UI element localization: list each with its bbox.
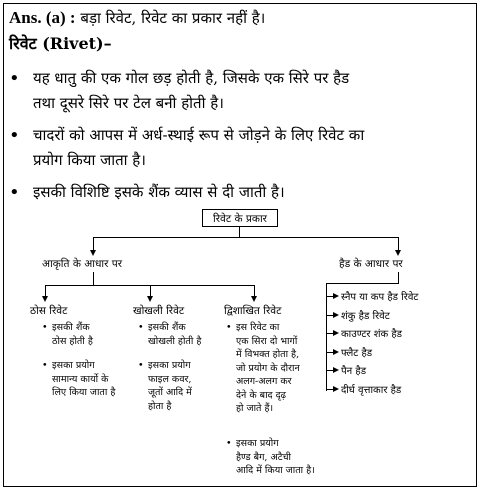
bifurcated-point-1-line: जो प्रयोग के दौरान: [236, 362, 300, 374]
bifurcated-point-1-line: हो जाते हैं।: [236, 403, 274, 414]
bifurcated-point-1-line: अलग-अलग कर: [236, 376, 292, 387]
arrow-head: [251, 296, 257, 302]
solid-rivet-title: ठोस रिवेट: [30, 305, 68, 317]
bifurcated-point-2-line: हैण्ड बैग, अटैची: [236, 451, 292, 463]
head-type-item: दीर्घ वृत्ताकार हैड: [341, 385, 402, 396]
solid-point-2: • इसका प्रयोग सामान्य कार्यो के लिए किया जाता है: [42, 360, 116, 398]
answer-text: बड़ा रिवेट, रिवेट का प्रकार नहीं है।: [80, 9, 266, 27]
hollow-point-1: • इसकी शैंक खोखली होती है: [138, 322, 202, 347]
arrow-head: [333, 349, 339, 355]
bullet-dot: •: [9, 68, 20, 89]
arrow-head: [333, 293, 339, 299]
solid-point-2-line: लिए किया जाता है: [52, 387, 116, 398]
hollow-point-1-line: खोखली होती है: [148, 335, 202, 347]
head-type-item: काउण्टर शंक हैड: [341, 329, 403, 340]
arrow-head: [333, 312, 339, 318]
root-box: रिवेट के प्रकार: [202, 209, 278, 227]
hollow-point-2-line: इसका प्रयोग: [148, 360, 191, 371]
answer-prefix: Ans. (a) :: [9, 8, 76, 27]
bullet-2-line-1: चादरों को आपस में अर्ध-स्थाई रूप से जोड़ने के लिए रिवेट का: [33, 126, 365, 144]
bifurcated-point-1-line: देने के बाद दृढ़: [236, 389, 286, 401]
bifurcated-point-1-line: इस रिवेट का: [236, 322, 280, 333]
solid-point-2-line: सामान्य कार्यो के: [52, 373, 109, 385]
shape-basis-label: आकृति के आधार पर: [42, 258, 123, 270]
bifurcated-point-1: • इस रिवेट का एक सिरा दो भागों में विभक्त होता है, जो प्रयोग के दौरान अलग-अलग कर देने के बाद दृढ़ हो जाते हैं।: [226, 322, 300, 414]
left-stem: [93, 272, 94, 286]
hollow-point-2-line: होता है: [148, 400, 172, 412]
solid-point-1-line: इसकी शैंक: [52, 322, 90, 333]
right-connector: [326, 283, 399, 284]
top-branch-line: [93, 237, 399, 238]
bullet-dot: •: [9, 182, 20, 203]
hollow-rivet-title: खोखली रिवेट: [133, 305, 185, 317]
arrow-head: [90, 250, 96, 256]
solid-point-1-line: ठोस होती है: [52, 335, 93, 347]
bifurcated-point-1-line: में विभक्त होता है,: [236, 349, 300, 360]
arrow-head: [333, 386, 339, 392]
solid-point-2-line: इसका प्रयोग: [52, 360, 95, 371]
bifurcated-point-2-line: इसका प्रयोग: [236, 438, 279, 449]
head-type-item: स्नैप या कप हैड रिवेट: [341, 292, 419, 303]
arrow-head: [333, 330, 339, 336]
head-type-item: शंकु हैड रिवेट: [341, 311, 390, 322]
arrow-head: [333, 367, 339, 373]
hollow-point-2-line: जूतों आदि में: [148, 387, 192, 398]
head-basis-label: हैड के आधार पर: [339, 258, 403, 270]
right-branch-drop: [398, 237, 399, 251]
left-branch-drop: [93, 237, 94, 251]
bifurcated-point-1-line: एक सिरा दो भागों: [236, 335, 298, 347]
arrow-head: [147, 296, 153, 302]
bifurcated-rivet-title: द्विशाखित रिवेट: [224, 305, 282, 317]
solid-point-1: • इसकी शैंक ठोस होती है: [42, 322, 93, 347]
bifurcated-point-2: • इसका प्रयोग हैण्ड बैग, अटैची आदि में किया जाता है।: [226, 438, 315, 476]
answer-line: [9, 8, 265, 28]
bullet-1-line-2: तथा दूसरे सिरे पर टेल बनी होती है।: [33, 94, 224, 112]
hollow-point-1-line: इसकी शैंक: [148, 322, 186, 333]
bullet-3-line-1: इसकी विशिष्टि इसके शैंक व्यास से दी जाती है।: [33, 183, 285, 201]
head-type-item: पैन हैड: [341, 366, 367, 377]
bullet-2-line-2: प्रयोग किया जाता है।: [33, 151, 146, 169]
arrow-head: [42, 296, 48, 302]
section-heading: रिवेट (Rivet)–: [9, 34, 112, 53]
arrow-head: [395, 250, 401, 256]
head-types-spine: [326, 283, 327, 391]
hollow-point-2: • इसका प्रयोग फाइल कवर, जूतों आदि में होता है: [138, 360, 192, 412]
hollow-point-2-line: फाइल कवर,: [148, 373, 192, 385]
bifurcated-point-2-line: आदि में किया जाता है।: [236, 465, 315, 476]
bullet-1-line-1: यह धातु की एक गोल छड़ होती है, जिसके एक सिरे पर हैड: [33, 69, 350, 87]
head-type-item: फ्लैट हैड: [341, 348, 373, 359]
bullet-dot: •: [9, 125, 20, 146]
